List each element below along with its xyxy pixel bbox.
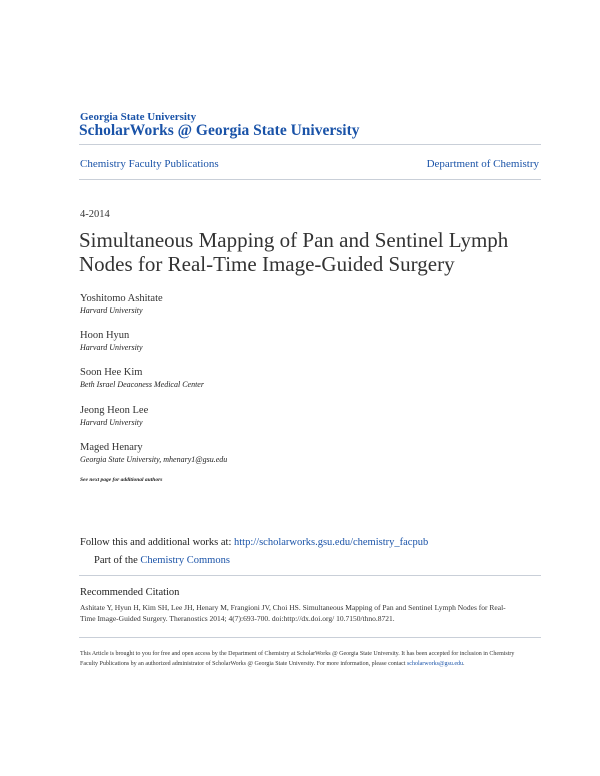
divider-citation (79, 575, 541, 576)
article-title: Simultaneous Mapping of Pan and Sentinel Lymph Nodes for Real-Time Image-Guided Surgery (79, 228, 509, 276)
author-entry (80, 292, 163, 316)
citation-text: Ashitate Y, Hyun H, Kim SH, Lee JH, Henary M, Frangioni JV, Choi HS. Simultaneous Mapping of Pan and Sentinel Lymph Nodes for Real-Time Image-Guided Surgery. Theranostics 2014; 4(7):693-700. doi:http://dx.doi.org/ 10.7150/thno.8721. (80, 603, 506, 623)
follow-label: Follow this and additional works at: (80, 537, 234, 548)
collection-url-link[interactable]: http://scholarworks.gsu.edu/chemistry_facpub (234, 537, 429, 548)
author-affiliation: Harvard University (80, 418, 143, 427)
author-affiliation: Beth Israel Deaconess Medical Center (80, 380, 204, 389)
university-name: Georgia State University (80, 111, 197, 123)
author-affiliation: Harvard University (80, 343, 143, 352)
author-entry (80, 366, 204, 390)
collection-link[interactable]: Chemistry Faculty Publications (80, 158, 219, 170)
author-entry (80, 329, 143, 353)
contact-email-link[interactable]: scholarworks@gsu.edu (406, 661, 463, 667)
author-affiliation: Harvard University (80, 306, 143, 315)
see-next-note: See next page for additional authors (80, 477, 163, 483)
author-entry (80, 441, 227, 465)
repository-title[interactable]: ScholarWorks @ Georgia State University (79, 122, 360, 139)
chemistry-commons-link[interactable]: Chemistry Commons (140, 555, 230, 566)
part-of-line (94, 555, 230, 566)
author-affiliation: Georgia State University, mhenary1@gsu.edu (80, 455, 228, 464)
author-name: Yoshitomo Ashitate (80, 293, 163, 304)
author-name: Maged Henary (80, 442, 143, 453)
divider-top (79, 144, 541, 145)
author-name: Jeong Heon Lee (80, 405, 149, 416)
department-link[interactable]: Department of Chemistry (426, 158, 539, 170)
footer-notice (80, 649, 520, 669)
author-name: Soon Hee Kim (80, 367, 143, 378)
author-name: Hoon Hyun (80, 330, 130, 341)
follow-line (80, 537, 428, 548)
footer-text: This Article is brought to you for free and open access by the Department of Chemistry at ScholarWorks @ Georgia State University. It has been accepted for inclusion in Chemistry Faculty Publications by an authorized administrator of ScholarWorks @ Georgia State University. For more information, please contact (80, 651, 515, 667)
divider-nav (79, 179, 541, 180)
citation-heading: Recommended Citation (80, 587, 180, 598)
author-entry (80, 404, 148, 428)
publication-date: 4-2014 (80, 209, 110, 220)
divider-footer (79, 637, 541, 638)
part-of-label: Part of the (94, 555, 141, 566)
footer-end: . (462, 661, 465, 667)
